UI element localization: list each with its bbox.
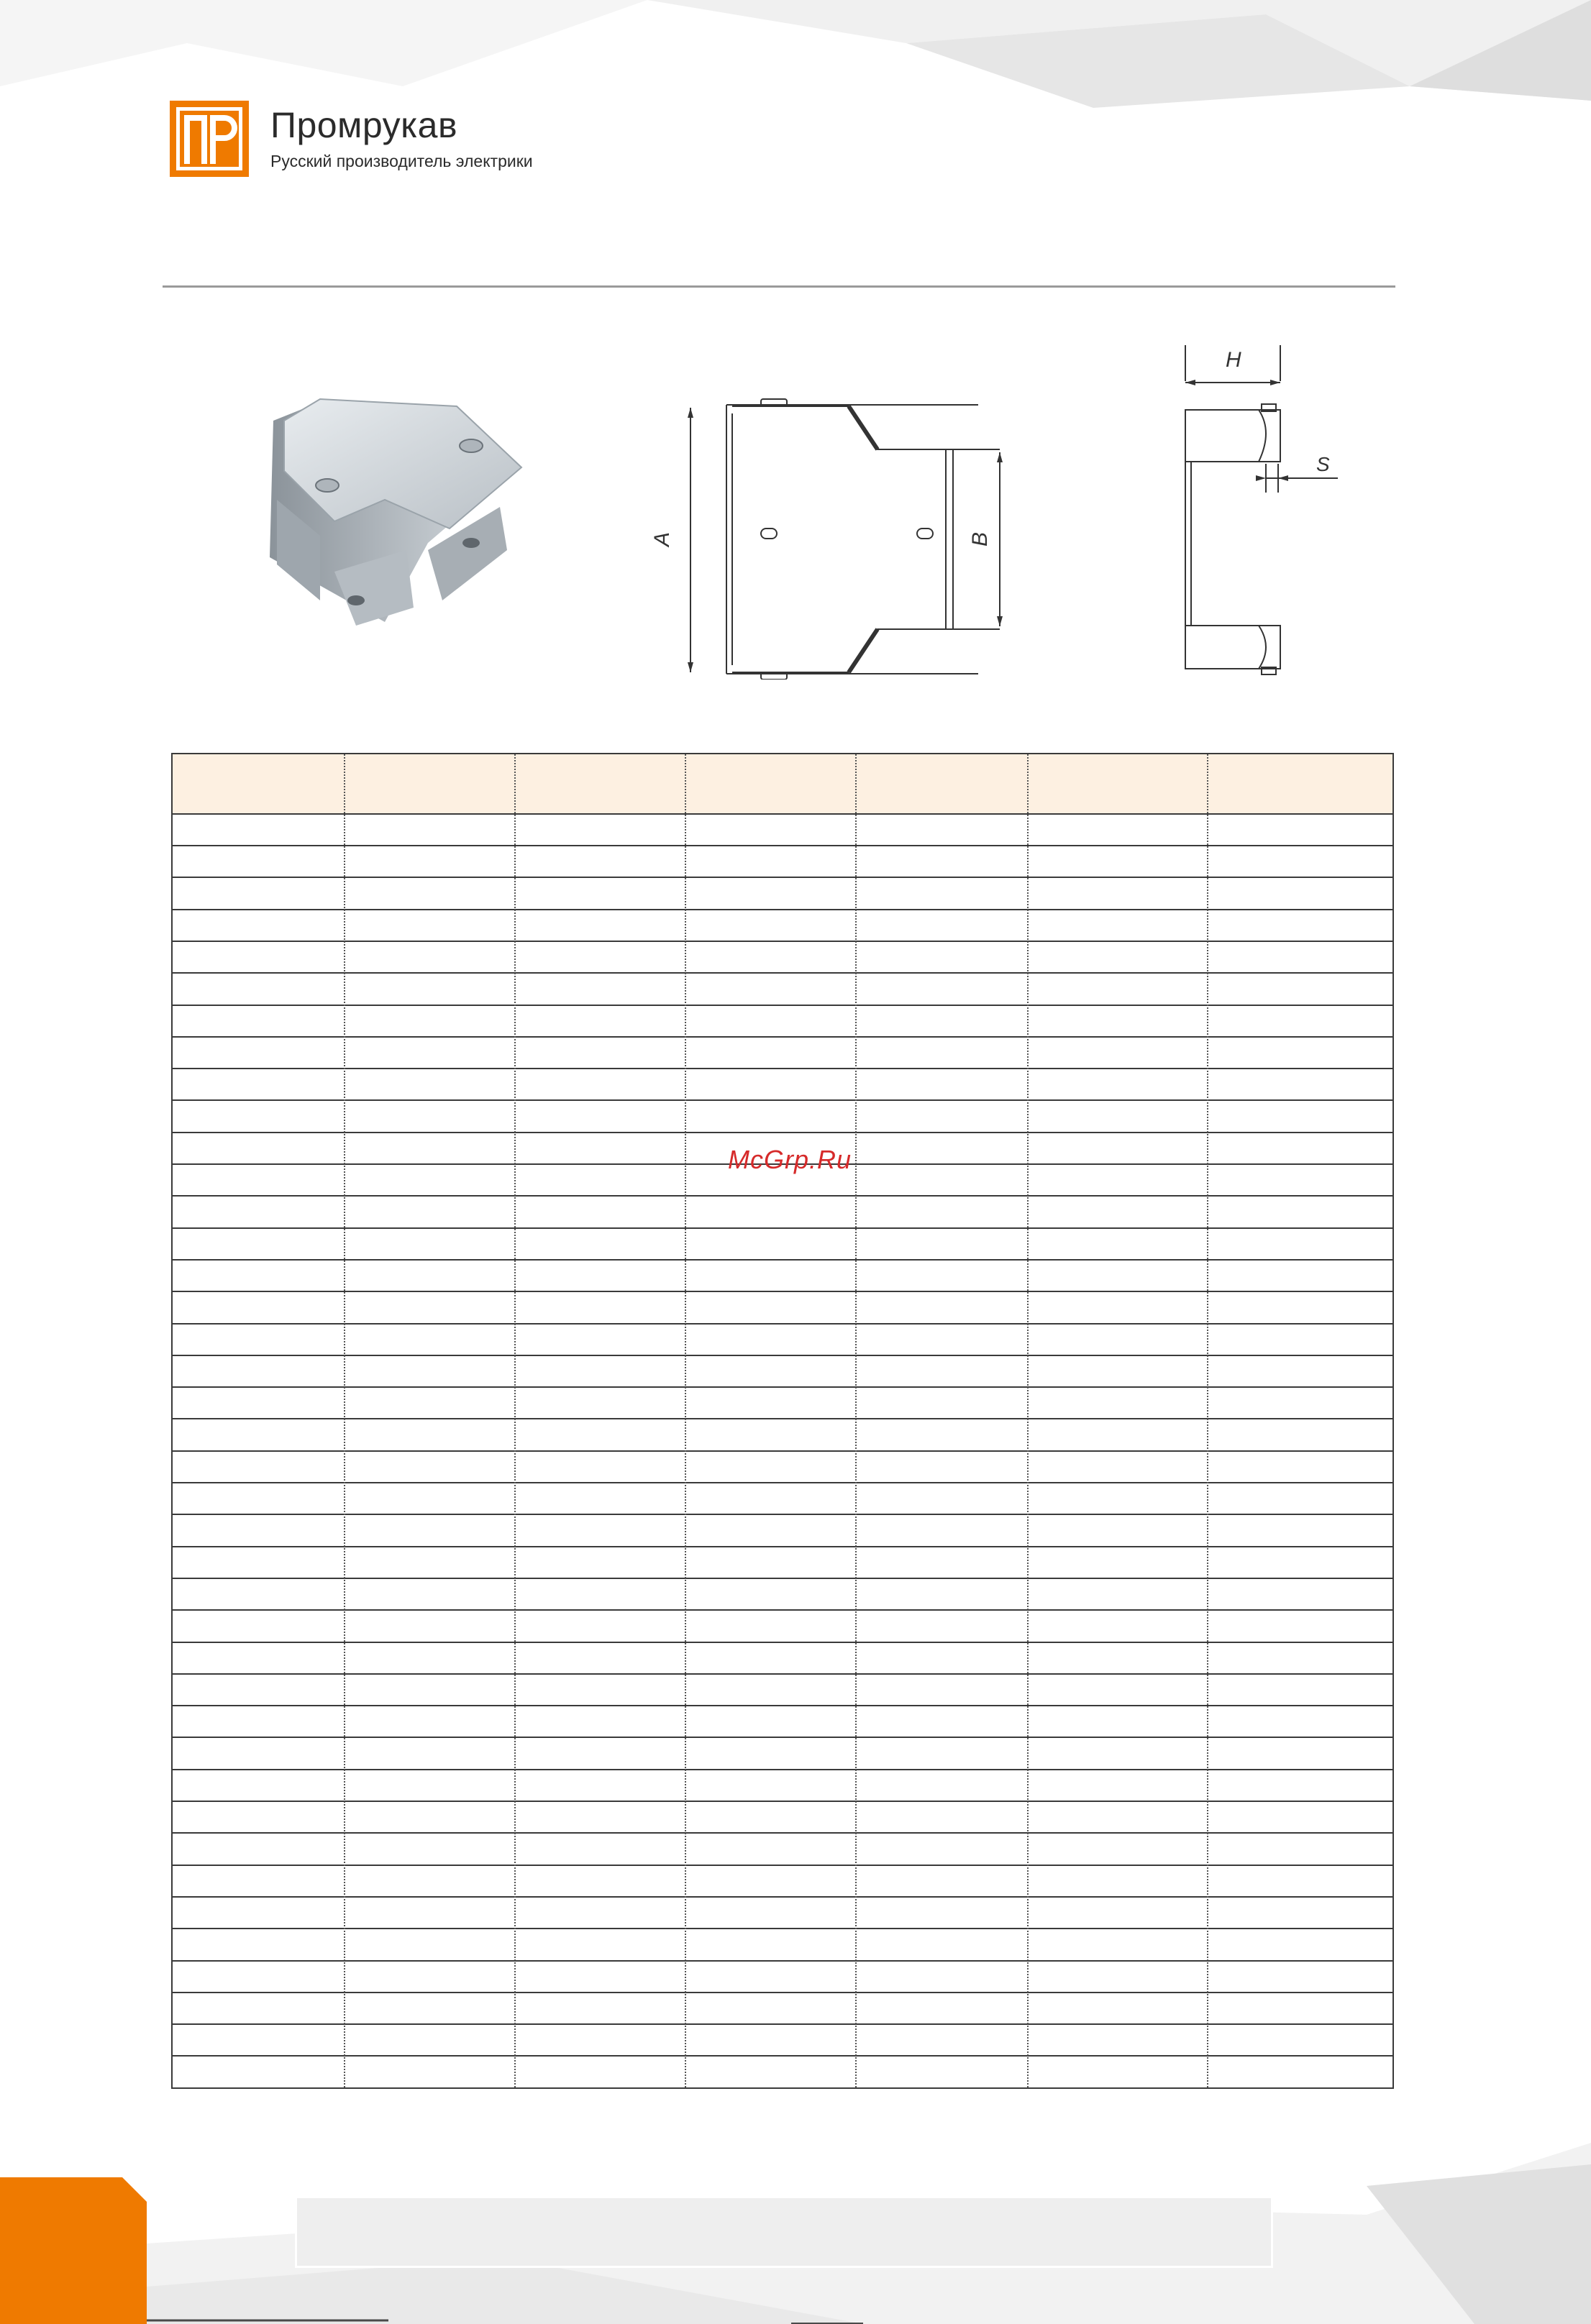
brand-name: Промрукав xyxy=(270,104,458,145)
table-row xyxy=(173,1579,1392,1611)
table-row xyxy=(173,1834,1392,1866)
table-row xyxy=(173,1516,1392,1547)
table-row xyxy=(173,1356,1392,1388)
column-separator xyxy=(855,754,857,2087)
table-row xyxy=(173,1898,1392,1929)
dimension-h-label: H xyxy=(1226,348,1241,372)
corner-accent xyxy=(0,2177,147,2324)
table-row xyxy=(173,1547,1392,1579)
table-row xyxy=(173,1293,1392,1325)
dimension-s-label: S xyxy=(1316,453,1330,475)
table-row xyxy=(173,1770,1392,1802)
table-row xyxy=(173,974,1392,1006)
column-separator xyxy=(685,754,686,2087)
table-row xyxy=(173,1197,1392,1229)
dimension-b-label: B xyxy=(968,531,992,546)
table-row xyxy=(173,1802,1392,1834)
table-row xyxy=(173,1388,1392,1419)
table-header xyxy=(173,754,1392,815)
spec-table xyxy=(171,753,1394,2089)
table-row xyxy=(173,1675,1392,1706)
column-separator xyxy=(1207,754,1208,2087)
table-row xyxy=(173,815,1392,846)
table-row xyxy=(173,1483,1392,1515)
header-divider xyxy=(163,285,1395,288)
table-row xyxy=(173,1325,1392,1356)
top-view-drawing xyxy=(640,392,1021,680)
table-row xyxy=(173,1739,1392,1770)
table-row xyxy=(173,910,1392,942)
footer-panel xyxy=(295,2196,1273,2268)
table-row xyxy=(173,942,1392,974)
table-row xyxy=(173,1229,1392,1261)
table-row xyxy=(173,1006,1392,1038)
column-separator xyxy=(344,754,345,2087)
table-row xyxy=(173,1930,1392,1962)
brand-tagline: Русский производитель электрики xyxy=(270,151,533,170)
logo-mark-icon xyxy=(170,101,249,177)
table-row xyxy=(173,1102,1392,1133)
table-row xyxy=(173,1420,1392,1452)
table-row xyxy=(173,2025,1392,2057)
table-row xyxy=(173,879,1392,910)
column-separator xyxy=(1027,754,1029,2087)
product-photo xyxy=(241,385,543,636)
table-row xyxy=(173,1611,1392,1643)
table-row xyxy=(173,1643,1392,1675)
column-separator xyxy=(514,754,516,2087)
dimension-a-label: A xyxy=(650,531,674,546)
table-row xyxy=(173,1038,1392,1069)
table-row xyxy=(173,1069,1392,1101)
table-row xyxy=(173,1993,1392,2025)
table-row xyxy=(173,1962,1392,1993)
side-view-drawing xyxy=(1165,338,1359,690)
table-row xyxy=(173,1866,1392,1898)
watermark: McGrp.Ru xyxy=(728,1145,852,1174)
table-row xyxy=(173,846,1392,878)
table-row xyxy=(173,1706,1392,1738)
brand-logo xyxy=(170,101,533,177)
table-row xyxy=(173,1261,1392,1292)
table-row xyxy=(173,1452,1392,1483)
